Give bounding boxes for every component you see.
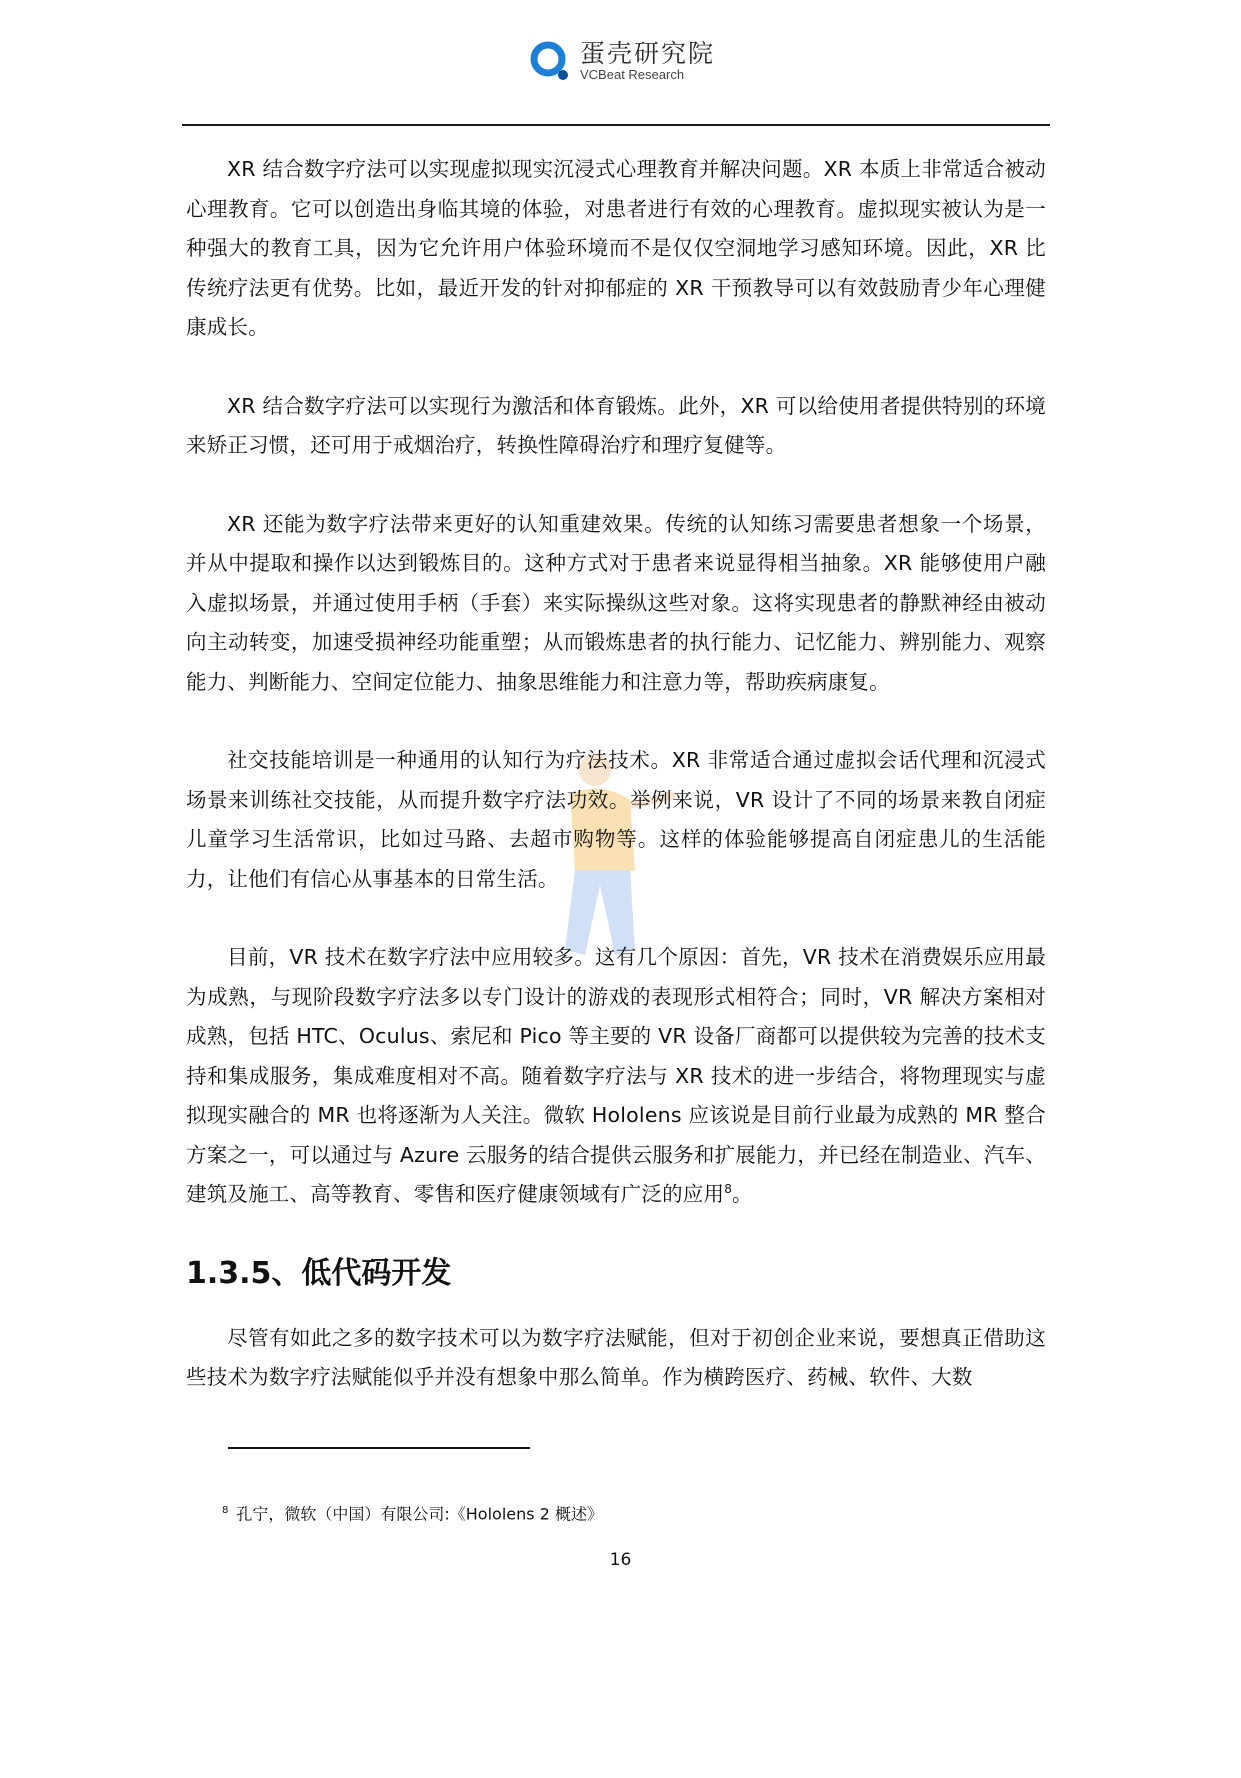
paragraph: XR 结合数字疗法可以实现虚拟现实沉浸式心理教育并解决问题。XR 本质上非常适合被动心理教育。它可以创造出身临其境的体验，对患者进行有效的心理教育。虚拟现实被认为是一种强大的教育工具，因为它允许用户体验环境而不是仅仅空洞地学习感知环境。因此，XR 比传统疗法更有优势。比如，最近开发的针对抑郁症的 XR 干预教导可以有效鼓励青少年心理健康成长。 (186, 157, 1046, 339)
page-number: 16 (609, 1550, 632, 1570)
header-logo (528, 36, 715, 86)
paragraph: 社交技能培训是一种通用的认知行为疗法技术。XR 非常适合通过虚拟会话代理和沉浸式场景来训练社交技能，从而提升数字疗法功效。举例来说，VR 设计了不同的场景来教自闭症儿童学习生活常识，比如过马路、去超市购物等。这样的体验能够提高自闭症患儿的生活能力，让他们有信心从事基本的日常生活。 (186, 748, 1046, 891)
paragraph: 尽管有如此之多的数字技术可以为数字疗法赋能，但对于初创企业来说，要想真正借助这些技术为数字疗法赋能似乎并没有想象中那么简单。作为横跨医疗、药械、软件、大数 (186, 1325, 1046, 1389)
paragraph-text: 目前，VR 技术在数字疗法中应用较多。这有几个原因：首先，VR 技术在消费娱乐应用最为成熟，与现阶段数字疗法多以专门设计的游戏的表现形式相符合；同时，VR 解决方案相对成熟，包括 HTC、Oculus、索尼和 Pico 等主要的 VR 设备厂商都可以提供较为完善的技术支持和集成服务，集成难度相对不高。随着数字疗法与 XR 技术的进一步结合，将物理现实与虚拟现实融合的 MR 也将逐渐为人关注。微软 Hololens 应该说是目前行业最为成熟的 MR 整合方案之一，可以通过与 Azure 云服务的结合提供云服务和扩展能力，并已经在制造业、汽车、建筑及施工、高等教育、零售和医疗健康领域有广泛的应用 (186, 945, 1046, 1206)
header-divider (182, 124, 1050, 126)
logo-chinese-name: 蛋壳研究院 (580, 39, 716, 68)
section-heading: 1.3.5、低代码开发 (186, 1255, 452, 1291)
paragraph-end-punctuation: 。 (732, 1182, 753, 1206)
paragraph-with-footnote (186, 938, 1046, 1215)
paragraph: XR 还能为数字疗法带来更好的认知重建效果。传统的认知练习需要患者想象一个场景，并从中提取和操作以达到锻炼目的。这种方式对于患者来说显得相当抽象。XR 能够使用户融入虚拟场景，并通过使用手柄（手套）来实际操纵这些对象。这将实现患者的静默神经由被动向主动转变，加速受损神经功能重塑；从而锻炼患者的执行能力、记忆能力、辨别能力、观察能力、判断能力、空间定位能力、抽象思维能力和注意力等，帮助疾病康复。 (186, 511, 1046, 694)
footnote-text: 孔宁，微软（中国）有限公司:《Hololens 2 概述》 (236, 1504, 603, 1524)
vcbeat-logo-icon (528, 39, 572, 83)
footnote-number: 8 (222, 1505, 229, 1516)
logo-english-name: VCBeat Research (580, 67, 685, 82)
footnote (222, 1500, 603, 1525)
paragraph: XR 结合数字疗法可以实现行为激活和体育锻炼。此外，XR 可以给使用者提供特别的环境来矫正习惯，还可用于戒烟治疗，转换性障碍治疗和理疗复健等。 (186, 393, 1046, 457)
body-content (186, 150, 1046, 1437)
footnote-divider (228, 1447, 530, 1449)
footnote-reference[interactable]: 8 (724, 1182, 733, 1197)
